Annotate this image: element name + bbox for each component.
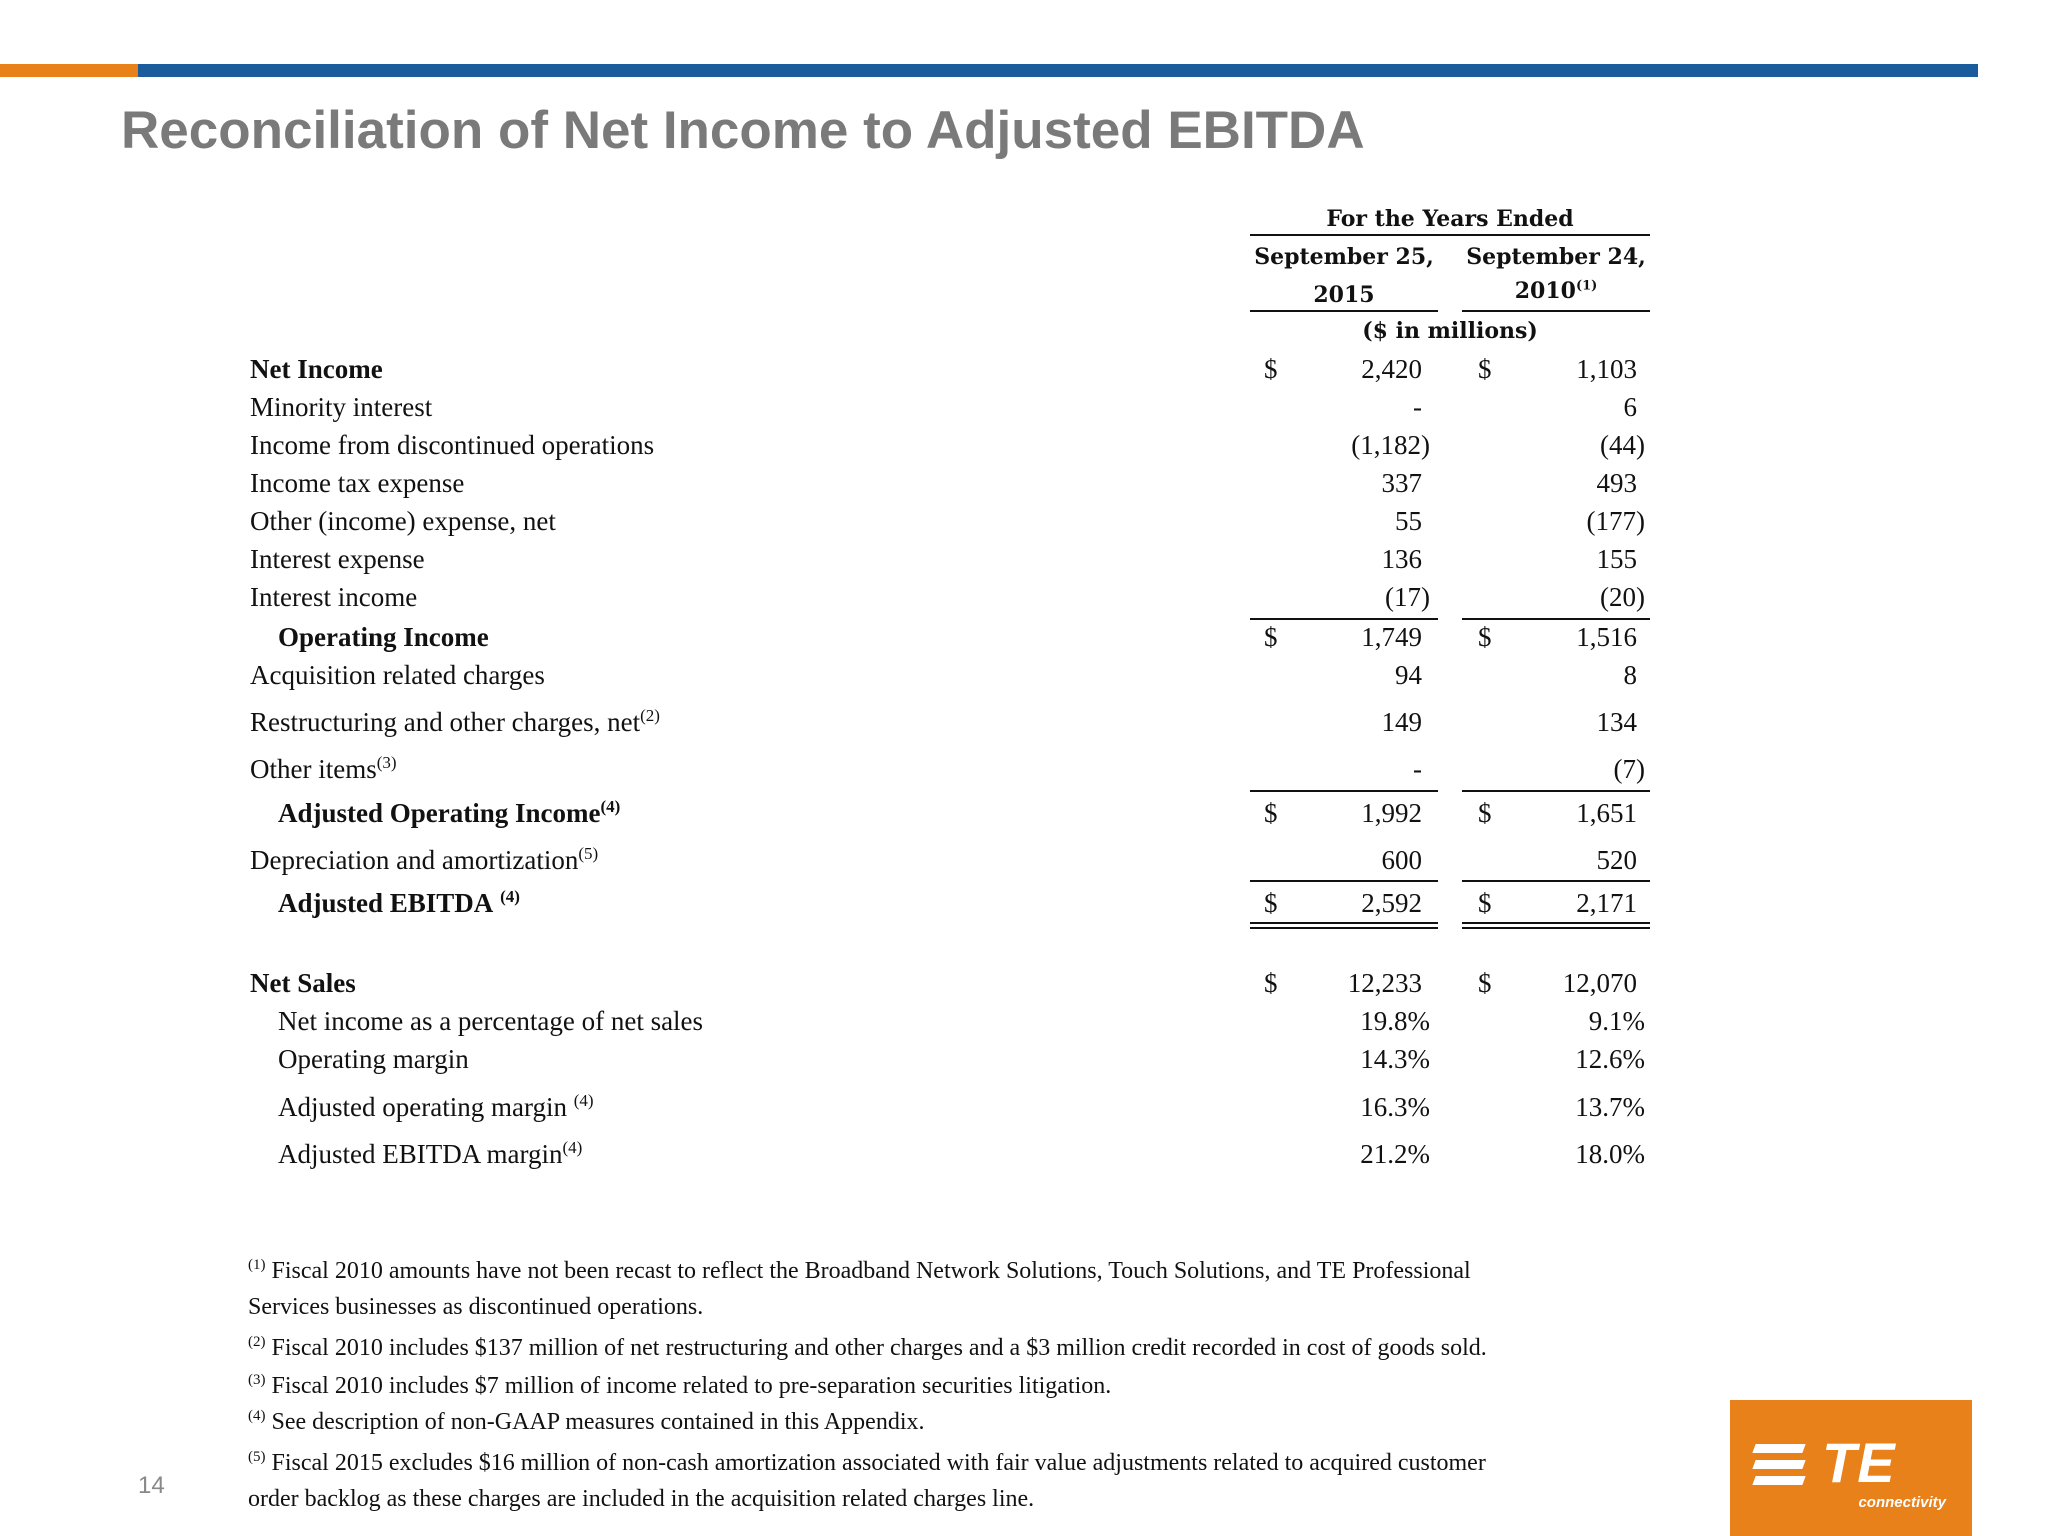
row-label [278, 1139, 582, 1170]
row-label: Acquisition related charges [250, 660, 545, 690]
page-title: Reconciliation of Net Income to Adjusted EBITDA [121, 101, 1365, 160]
currency-symbol: $ [1264, 968, 1278, 998]
table-row-net-income-pct [0, 1006, 2048, 1044]
row-label-text: Other items [250, 754, 377, 784]
footnote-ref: (5) [578, 844, 599, 863]
footnote-text: Fiscal 2015 excludes $16 million of non-cash amortization associated with fair value adjustments related to acquired customer [271, 1450, 1486, 1476]
col1-header-line1: September 25, [1254, 244, 1434, 270]
col1-header-line2: 2015 [1313, 282, 1375, 308]
value-2010: 6 [1623, 392, 1637, 422]
footnote-ref: (3) [376, 753, 397, 772]
row-label: Other (income) expense, net [250, 506, 556, 536]
value-2010: 18.0% [1575, 1139, 1645, 1169]
footnote-mark: (3) [248, 1372, 266, 1388]
value-2010: 1,103 [1576, 354, 1637, 384]
footnote-ref: (4) [573, 1091, 594, 1110]
value-2010: 13.7% [1575, 1092, 1645, 1122]
table-row-minority-interest [0, 392, 2048, 430]
logo-bars-icon [1754, 1444, 1804, 1492]
table-row-operating-income [0, 622, 2048, 660]
footnote-ref: (4) [562, 1138, 583, 1157]
value-2015: 2,420 [1361, 354, 1422, 384]
currency-symbol: $ [1478, 622, 1492, 652]
currency-symbol: $ [1264, 888, 1278, 918]
value-2010: 1,651 [1576, 798, 1637, 828]
value-2010: 12.6% [1575, 1044, 1645, 1074]
value-2015: 94 [1395, 660, 1422, 690]
value-2015: (17) [1385, 582, 1430, 612]
row-label: Income tax expense [250, 468, 465, 498]
value-2010: 520 [1596, 845, 1637, 875]
top-accent-bar-blue [138, 64, 1978, 77]
col2-header-note: (1) [1575, 278, 1598, 294]
col2-header-line2 [1462, 278, 1650, 304]
row-label [278, 888, 520, 919]
value-2015: 337 [1381, 468, 1422, 498]
value-2015: 12,233 [1347, 968, 1422, 998]
value-2015: 19.8% [1360, 1006, 1430, 1036]
footnote-1 [248, 1258, 1471, 1285]
value-2015: - [1413, 392, 1422, 422]
table-row-other-income [0, 506, 2048, 544]
table-row-income-tax [0, 468, 2048, 506]
subtotal-rule [1250, 880, 1438, 882]
row-label-text: Adjusted operating margin [278, 1092, 567, 1122]
total-double-rule [1250, 927, 1438, 929]
value-2015: (1,182) [1351, 430, 1430, 460]
footnote-text: See description of non-GAAP measures contained in this Appendix. [271, 1409, 925, 1435]
currency-symbol: $ [1264, 798, 1278, 828]
table-row-depreciation [0, 845, 2048, 883]
top-accent-bar-orange [0, 64, 138, 77]
period-header-rule [1250, 234, 1650, 236]
row-label: Minority interest [250, 392, 433, 422]
value-2010: (177) [1586, 506, 1645, 536]
value-2010: 493 [1596, 468, 1637, 498]
row-label [250, 707, 660, 738]
footnote-5 [248, 1450, 1486, 1477]
value-2010: 1,516 [1576, 622, 1637, 652]
value-2010: 134 [1596, 707, 1637, 737]
row-label-text: Restructuring and other charges, net [250, 707, 641, 737]
table-row-discontinued-ops [0, 430, 2048, 468]
footnote-ref: (2) [640, 706, 660, 725]
row-label: Operating margin [278, 1044, 469, 1074]
table-row-adjusted-ebitda-margin [0, 1139, 2048, 1177]
value-2015: 16.3% [1360, 1092, 1430, 1122]
col2-header-year: 2010 [1514, 278, 1576, 304]
value-2015: 136 [1381, 544, 1422, 574]
footnote-mark: (4) [248, 1408, 266, 1424]
footnote-text: Fiscal 2010 includes $7 million of income related to pre-separation securities litigation. [271, 1373, 1112, 1399]
value-2015: 149 [1381, 707, 1422, 737]
table-row-interest-expense [0, 544, 2048, 582]
row-label [250, 754, 397, 785]
value-2010: (20) [1600, 582, 1645, 612]
subtotal-rule [1250, 618, 1438, 620]
row-label [250, 845, 598, 876]
subtotal-rule [1462, 618, 1650, 620]
value-2010: 9.1% [1588, 1006, 1645, 1036]
footnote-5-continued: order backlog as these charges are included in the acquisition related charges line. [248, 1486, 1035, 1512]
col1-header-rule [1250, 310, 1438, 312]
footnote-text: Fiscal 2010 includes $137 million of net restructuring and other charges and a $3 million credit recorded in cost of goods sold. [271, 1335, 1487, 1361]
currency-symbol: $ [1478, 798, 1492, 828]
table-row-adjusted-ebitda [0, 888, 2048, 926]
footnote-1-continued: Services businesses as discontinued operations. [248, 1294, 704, 1320]
page-number: 14 [138, 1472, 165, 1499]
value-2015: 600 [1381, 845, 1422, 875]
footnote-3 [248, 1373, 1111, 1400]
value-2015: - [1413, 754, 1422, 784]
row-label-text: Depreciation and amortization [250, 845, 579, 875]
currency-symbol: $ [1478, 968, 1492, 998]
row-label: Operating Income [278, 622, 489, 652]
row-label-text: Adjusted EBITDA margin [278, 1139, 563, 1169]
footnote-ref: (4) [500, 887, 520, 906]
total-double-rule [1462, 927, 1650, 929]
footnote-mark: (5) [248, 1449, 266, 1465]
row-label-text: Adjusted Operating Income [278, 798, 601, 828]
table-row-net-income [0, 354, 2048, 392]
row-label: Interest expense [250, 544, 425, 574]
row-label-text: Adjusted EBITDA [278, 888, 494, 918]
value-2015: 2,592 [1361, 888, 1422, 918]
value-2010: 12,070 [1562, 968, 1637, 998]
value-2010: 155 [1596, 544, 1637, 574]
table-row-interest-income [0, 582, 2048, 620]
currency-symbol: $ [1478, 354, 1492, 384]
row-label [278, 1092, 594, 1123]
table-row-net-sales [0, 968, 2048, 1006]
row-label: Interest income [250, 582, 418, 612]
currency-symbol: $ [1264, 354, 1278, 384]
total-double-rule [1250, 922, 1438, 924]
row-label: Income from discontinued operations [250, 430, 655, 460]
value-2015: 1,992 [1361, 798, 1422, 828]
currency-symbol: $ [1478, 888, 1492, 918]
footnote-mark: (2) [248, 1334, 266, 1350]
col2-header-line1: September 24, [1466, 244, 1646, 270]
value-2015: 55 [1395, 506, 1422, 536]
te-connectivity-logo [1730, 1400, 1972, 1536]
col2-header-rule [1462, 310, 1650, 312]
subtotal-rule [1250, 790, 1438, 792]
value-2015: 1,749 [1361, 622, 1422, 652]
value-2010: (7) [1613, 754, 1645, 784]
subtotal-rule [1462, 880, 1650, 882]
subtotal-rule [1462, 790, 1650, 792]
total-double-rule [1462, 922, 1650, 924]
row-label: Net Income [250, 354, 383, 384]
footnote-4 [248, 1409, 925, 1436]
value-2015: 21.2% [1360, 1139, 1430, 1169]
units-header: ($ in millions) [1362, 318, 1538, 344]
footnote-text: Fiscal 2010 amounts have not been recast to reflect the Broadband Network Solutions, Touch Solutions, and TE Professional [271, 1258, 1471, 1284]
table-row-restructuring [0, 707, 2048, 745]
table-row-adjusted-operating-income [0, 798, 2048, 836]
value-2010: 8 [1623, 660, 1637, 690]
logo-subtitle: connectivity [1858, 1494, 1946, 1511]
row-label [278, 798, 620, 829]
value-2015: 14.3% [1360, 1044, 1430, 1074]
row-label: Net Sales [250, 968, 356, 998]
period-header: For the Years Ended [1326, 206, 1574, 232]
footnote-mark: (1) [248, 1257, 266, 1273]
table-row-operating-margin [0, 1044, 2048, 1082]
table-row-acquisition-charges [0, 660, 2048, 698]
table-row-adjusted-operating-margin [0, 1092, 2048, 1130]
currency-symbol: $ [1264, 622, 1278, 652]
logo-mark: TE [1822, 1431, 1896, 1494]
row-label: Net income as a percentage of net sales [278, 1006, 704, 1036]
value-2010: 2,171 [1576, 888, 1637, 918]
value-2010: (44) [1600, 430, 1645, 460]
footnote-2 [248, 1335, 1487, 1362]
footnote-ref: (4) [600, 797, 621, 816]
table-row-other-items [0, 754, 2048, 792]
